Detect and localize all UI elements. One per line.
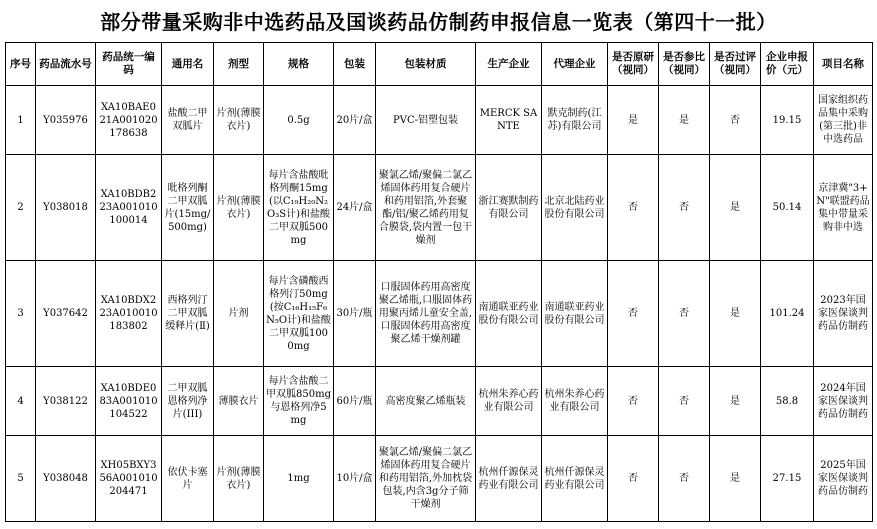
header-maker: 生产企业 — [476, 43, 542, 86]
cell-name: 依伏卡塞片 — [162, 436, 214, 522]
cell-serial: Y038048 — [36, 436, 96, 522]
cell-project: 2025年国家医保谈判药品仿制药 — [814, 436, 873, 522]
cell-reference: 否 — [659, 436, 710, 522]
table-row — [6, 155, 873, 261]
cell-serial: Y038122 — [36, 367, 96, 436]
cell-project: 2023年国家医保谈判药品仿制药 — [814, 261, 873, 367]
table-row — [6, 436, 873, 522]
cell-no: 4 — [6, 367, 36, 436]
cell-serial: Y037642 — [36, 261, 96, 367]
cell-maker: 南通联亚药业股份有限公司 — [476, 261, 542, 367]
cell-code: XA10BDE083A001010104522 — [96, 367, 162, 436]
header-no: 序号 — [6, 43, 36, 86]
cell-agent: 杭州朱养心药业有限公司 — [542, 367, 608, 436]
header-project: 项目名称 — [814, 43, 873, 86]
cell-code: XA10BDX223A010010183802 — [96, 261, 162, 367]
header-price: 企业申报价（元） — [761, 43, 814, 86]
cell-code: XA10BDB223A001010100014 — [96, 155, 162, 261]
cell-price: 50.14 — [761, 155, 814, 261]
header-original: 是否原研（视同） — [608, 43, 659, 86]
cell-evaluation: 否 — [710, 86, 761, 155]
cell-form: 片剂(薄膜衣片) — [214, 86, 264, 155]
header-form: 剂型 — [214, 43, 264, 86]
header-reference: 是否参比（视同） — [659, 43, 710, 86]
cell-no: 1 — [6, 86, 36, 155]
cell-reference: 否 — [659, 367, 710, 436]
cell-form: 片剂(薄膜衣片) — [214, 155, 264, 261]
cell-agent: 北京北陆药业股份有限公司 — [542, 155, 608, 261]
cell-material: PVC-铝塑包装 — [376, 86, 476, 155]
drug-table — [5, 42, 873, 522]
header-spec: 规格 — [264, 43, 334, 86]
cell-name: 二甲双胍恩格列净片(III) — [162, 367, 214, 436]
header-material: 包装材质 — [376, 43, 476, 86]
cell-maker: 杭州朱养心药业有限公司 — [476, 367, 542, 436]
cell-no: 5 — [6, 436, 36, 522]
cell-serial: Y038018 — [36, 155, 96, 261]
table-row — [6, 86, 873, 155]
cell-agent: 杭州仟源保灵药业有限公司 — [542, 436, 608, 522]
header-agent: 代理企业 — [542, 43, 608, 86]
header-evaluation: 是否过评（视同） — [710, 43, 761, 86]
cell-reference: 否 — [659, 155, 710, 261]
cell-name: 西格列汀二甲双胍缓释片(Ⅱ) — [162, 261, 214, 367]
cell-price: 19.15 — [761, 86, 814, 155]
cell-form: 片剂(薄膜衣片) — [214, 436, 264, 522]
header-pack: 包装 — [334, 43, 376, 86]
cell-evaluation: 是 — [710, 436, 761, 522]
cell-material: 高密度聚乙烯瓶装 — [376, 367, 476, 436]
cell-material: 聚氯乙烯/聚偏二氯乙烯固体药用复合硬片和药用铝箔,外套聚酯/铝/聚乙烯药用复合膜袋,袋内置一包干燥剂 — [376, 155, 476, 261]
cell-name: 吡格列酮二甲双胍片(15mg/500mg) — [162, 155, 214, 261]
cell-original: 否 — [608, 261, 659, 367]
cell-original: 否 — [608, 436, 659, 522]
cell-spec: 0.5g — [264, 86, 334, 155]
cell-price: 27.15 — [761, 436, 814, 522]
cell-project: 2024年国家医保谈判药品仿制药 — [814, 367, 873, 436]
cell-project: 国家组织药品集中采购(第三批)非中选药品 — [814, 86, 873, 155]
table-row — [6, 261, 873, 367]
cell-original: 否 — [608, 367, 659, 436]
cell-pack: 24片/盒 — [334, 155, 376, 261]
cell-form: 薄膜衣片 — [214, 367, 264, 436]
cell-spec: 1mg — [264, 436, 334, 522]
header-name: 通用名 — [162, 43, 214, 86]
cell-spec: 每片含盐酸吡格列酮15mg(以C₁₉H₂₀N₂O₃S计)和盐酸二甲双胍500mg — [264, 155, 334, 261]
cell-material: 聚氯乙烯/聚偏二氯乙烯固体药用复合硬片和药用铝箔,外加枕袋包装,内含3g分子筛干燥剂 — [376, 436, 476, 522]
cell-no: 3 — [6, 261, 36, 367]
cell-maker: 杭州仟源保灵药业有限公司 — [476, 436, 542, 522]
cell-reference: 否 — [659, 261, 710, 367]
cell-no: 2 — [6, 155, 36, 261]
cell-code: XA10BAE021A001020178638 — [96, 86, 162, 155]
cell-maker: MERCK SANTE — [476, 86, 542, 155]
cell-name: 盐酸二甲双胍片 — [162, 86, 214, 155]
header-code: 药品统一编码 — [96, 43, 162, 86]
cell-spec: 每片含盐酸二甲双胍850mg与恩格列净5mg — [264, 367, 334, 436]
cell-pack: 20片/盒 — [334, 86, 376, 155]
cell-pack: 30片/瓶 — [334, 261, 376, 367]
cell-price: 58.8 — [761, 367, 814, 436]
cell-evaluation: 是 — [710, 367, 761, 436]
cell-price: 101.24 — [761, 261, 814, 367]
cell-original: 是 — [608, 86, 659, 155]
cell-material: 口服固体药用高密度聚乙烯瓶,口服固体药用聚丙烯儿童安全盖,口服固体药用高密度聚乙烯干燥剂罐 — [376, 261, 476, 367]
cell-evaluation: 是 — [710, 261, 761, 367]
cell-evaluation: 是 — [710, 155, 761, 261]
cell-serial: Y035976 — [36, 86, 96, 155]
table-header-row — [6, 43, 873, 86]
cell-form: 片剂 — [214, 261, 264, 367]
header-serial: 药品流水号 — [36, 43, 96, 86]
cell-maker: 浙江赛默制药有限公司 — [476, 155, 542, 261]
cell-code: XH05BXY356A001010204471 — [96, 436, 162, 522]
cell-reference: 是 — [659, 86, 710, 155]
cell-original: 否 — [608, 155, 659, 261]
cell-pack: 10片/盒 — [334, 436, 376, 522]
cell-agent: 默克制药(江苏)有限公司 — [542, 86, 608, 155]
cell-project: 京津冀"3+N"联盟药品集中带量采购非中选 — [814, 155, 873, 261]
cell-pack: 60片/瓶 — [334, 367, 376, 436]
cell-spec: 每片含磷酸西格列汀50mg(按C₁₆H₁₅F₆N₅O计)和盐酸二甲双胍1000mg — [264, 261, 334, 367]
page-title: 部分带量采购非中选药品及国谈药品仿制药申报信息一览表（第四十一批） — [100, 10, 777, 34]
table-row — [6, 367, 873, 436]
cell-agent: 南通联亚药业股份有限公司 — [542, 261, 608, 367]
